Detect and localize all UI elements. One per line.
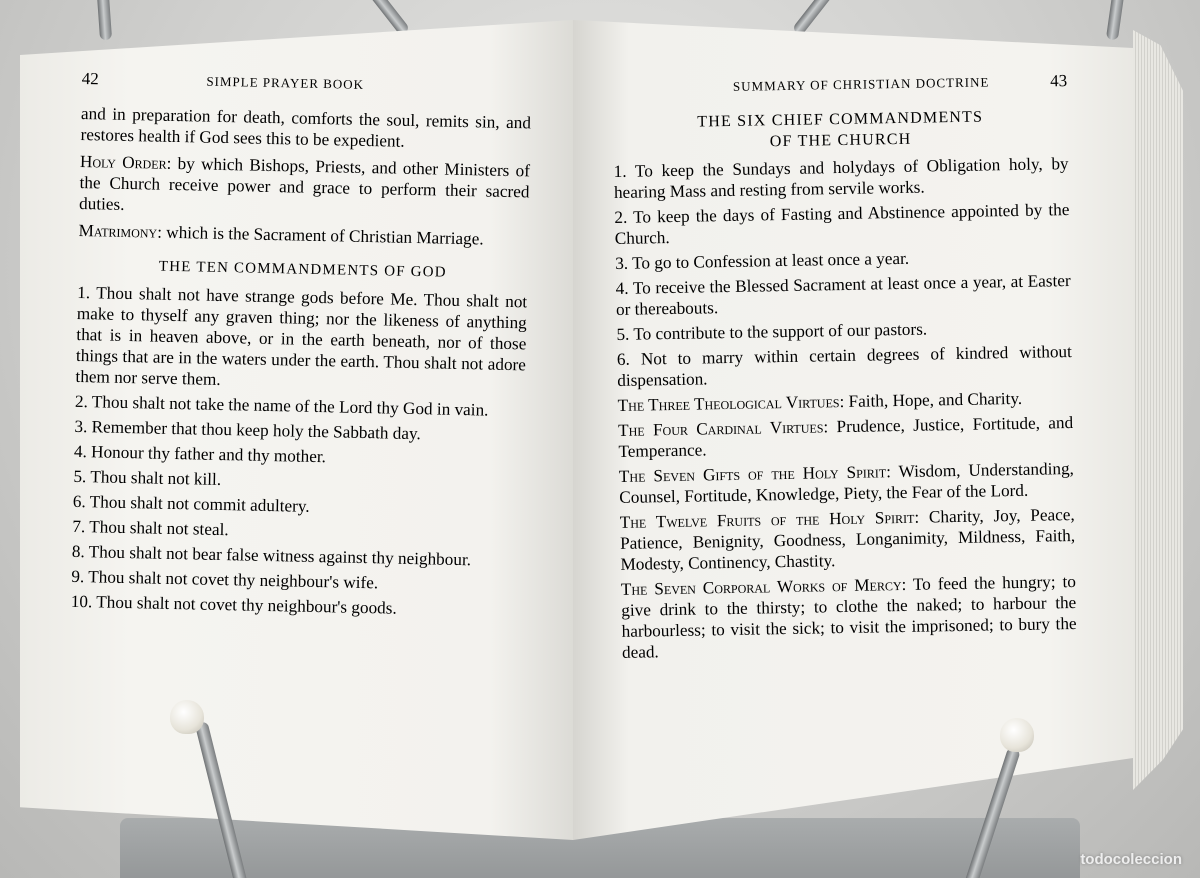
commandment: 2. Thou shalt not take the name of the Lord thy God in vain. bbox=[74, 391, 489, 420]
precept: 5. To contribute to the support of our pastors. bbox=[616, 319, 928, 344]
sacrament-term: Matrimony bbox=[78, 220, 158, 242]
precept: 4. To receive the Blessed Sacrament at least once a year, at Easter or thereabouts. bbox=[615, 271, 1071, 319]
sacrament-text: : which is the Sacrament of Christian Marriage. bbox=[157, 222, 484, 249]
sacrament-text: : by which Bishops, Priests, and other Ministers of the Church receive power and grace to perform their sacred duties. bbox=[78, 153, 531, 214]
left-page-text bbox=[71, 68, 532, 625]
doctrine-list bbox=[620, 504, 1076, 575]
list-text: : Prudence, Justice, Fortitude, and Temperance. bbox=[618, 413, 1074, 461]
commandment: 6. Thou shalt not commit adultery. bbox=[72, 491, 310, 516]
heading-line: OF THE CHURCH bbox=[769, 130, 912, 151]
list-term: The Twelve Fruits of the Holy Spirit bbox=[619, 507, 915, 532]
sacrament-entry bbox=[79, 151, 530, 223]
watermark-logo: todocoleccion bbox=[1080, 851, 1182, 868]
running-head-title: SUMMARY OF CHRISTIAN DOCTRINE bbox=[732, 74, 990, 94]
precept: 1. To keep the Sundays and holydays of Obligation holy, by hearing Mass and resting from servile works. bbox=[613, 154, 1069, 202]
sacrament-entry bbox=[78, 220, 528, 250]
list-term: The Seven Gifts of the Holy Spirit bbox=[618, 462, 887, 486]
running-head-title: SIMPLE PRAYER BOOK bbox=[206, 73, 365, 92]
precept: 6. Not to marry within certain degrees of kindred without dispensation. bbox=[616, 342, 1073, 390]
stand-rod bbox=[96, 0, 112, 40]
heading-line: THE SIX CHIEF COMMANDMENTS bbox=[697, 108, 984, 131]
commandment: 9. Thou shalt not covet thy neighbour's wife. bbox=[71, 566, 379, 593]
right-page-text bbox=[612, 70, 1077, 667]
doctrine-list bbox=[621, 571, 1077, 663]
page-edges bbox=[1133, 30, 1183, 790]
list-text: : Wisdom, Understanding, Counsel, Fortitude, Knowledge, Piety, the Fear of the Lord. bbox=[619, 458, 1075, 507]
stand-rod bbox=[1106, 0, 1126, 41]
stand-rod bbox=[792, 0, 845, 36]
list-text: : Charity, Joy, Peace, Patience, Benignity, Goodness, Longanimity, Mildness, Faith, Modesty, Continency, Chastity. bbox=[619, 504, 1076, 574]
list-text: : Faith, Hope, and Charity. bbox=[839, 388, 1023, 412]
commandment: 8. Thou shalt not bear false witness against thy neighbour. bbox=[71, 541, 472, 570]
commandment: 5. Thou shalt not kill. bbox=[73, 466, 222, 490]
stand-tip-cap bbox=[170, 700, 204, 734]
section-heading: THE TEN COMMANDMENTS OF GOD bbox=[158, 258, 447, 281]
page-number: 43 bbox=[1049, 71, 1068, 91]
commandment: 3. Remember that thou keep holy the Sabbath day. bbox=[74, 416, 421, 444]
sacrament-term: Holy Order bbox=[79, 151, 167, 173]
doctrine-list bbox=[619, 458, 1075, 508]
list-term: The Seven Corporal Works of Mercy bbox=[620, 575, 902, 599]
precept: 2. To keep the days of Fasting and Abstinence appointed by the Church. bbox=[614, 200, 1070, 248]
precept: 3. To go to Confession at least once a year. bbox=[615, 248, 910, 273]
list-term: The Three Theological Virtues bbox=[617, 392, 840, 415]
list-text: : To feed the hungry; to give drink to the thirsty; to clothe the naked; to harbour the harbourless; to visit the sick; to visit the imprisoned; to bury the dead. bbox=[621, 571, 1077, 662]
commandment: 4. Honour thy father and thy mother. bbox=[73, 441, 327, 467]
commandment: 7. Thou shalt not steal. bbox=[72, 516, 229, 540]
commandment: 10. Thou shalt not covet thy neighbour's goods. bbox=[70, 591, 397, 618]
paragraph: and in preparation for death, comforts the soul, remits sin, and restores health if God sees this to be expedient. bbox=[80, 103, 532, 151]
doctrine-list bbox=[618, 387, 1073, 416]
section-heading bbox=[613, 105, 1069, 155]
commandment: 1. Thou shalt not have strange gods before Me. Thou shalt not make to thyself any graven thing; nor the likeness of anything that is in heaven above, or in the earth beneath, nor of those things that are in the waters under the earth. Thou shalt not adore them nor serve them. bbox=[75, 282, 528, 389]
doctrine-list bbox=[618, 412, 1074, 462]
stand-tip-cap bbox=[1000, 718, 1034, 752]
page-number: 42 bbox=[81, 68, 99, 89]
list-term: The Four Cardinal Virtues bbox=[617, 417, 824, 440]
